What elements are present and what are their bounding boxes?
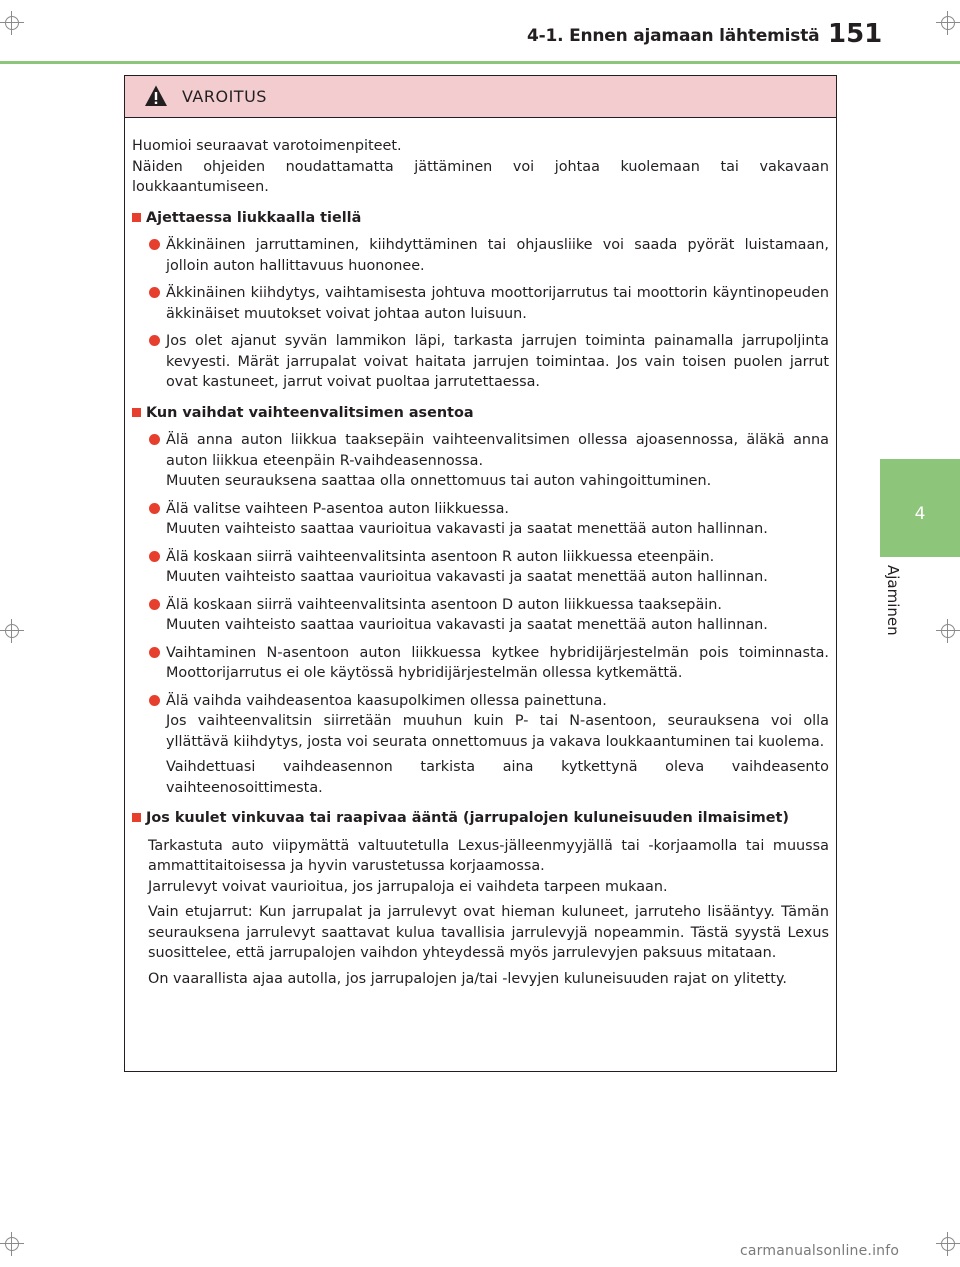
crop-mark-mid-left <box>0 619 24 643</box>
chapter-label-text: Ajaminen <box>884 565 902 636</box>
bullet-text: Älä valitse vaihteen P-asentoa auton liikkuessa. Muuten vaihteisto saattaa vaurioitua vakavasti ja saatat menettää auton hallinnan. <box>166 500 768 537</box>
bullet-text: Jos olet ajanut syvän lammikon läpi, tarkasta jarrujen toiminta painamalla jarrupoljinta kevyesti. Märät jarrupalat voivat haitata jarrujen toimintaa. Jos vain toisen puolen jarrut ovat kastuneet, jarrut voivat puoltaa jarrutettaessa. <box>166 333 829 390</box>
bullet-text: Älä vaihda vaihdeasentoa kaasupolkimen ollessa painettuna. Jos vaihteenvalitsin siirretään muuhun kuin P- tai N-asentoon, seurauksena voi olla yllättävä kiihdytys, josta voi seurata onnettomuus ja vakava loukkaantuminen tai kuolema. <box>166 692 829 750</box>
bullet-item <box>132 331 829 393</box>
section-heading-text: Kun vaihdat vaihteenvalitsimen asentoa <box>146 404 474 421</box>
warning-header <box>125 76 836 118</box>
section-paragraph: Tarkastuta auto viipymättä valtuutetulla Lexus-jälleenmyyjällä tai -korjaamolla tai muussa ammattitaitoisessa ja hyvin varustetussa korjaamossa. Jarrulevyt voivat vaurioitua, jos jarrupaloja ei vaihdeta tarpeen mukaan. <box>148 837 829 895</box>
section-body <box>132 836 829 990</box>
warning-intro-line: Huomioi seuraavat varotoimenpiteet. <box>132 138 402 154</box>
bullet-item <box>132 283 829 324</box>
bullet-item <box>132 430 829 492</box>
watermark: carmanualsonline.info <box>740 1243 900 1259</box>
round-bullet-icon <box>149 551 160 562</box>
warning-section <box>132 808 829 989</box>
warning-section <box>132 403 829 799</box>
warning-triangle-icon <box>144 84 168 108</box>
bullet-text: Äkkinäinen kiihdytys, vaihtamisesta johtuva moottorijarrutus tai moottorin käyntinopeuden äkkinäiset muutokset voivat johtaa auton luisuun. <box>166 285 829 322</box>
section-paragraph: Vain etujarrut: Kun jarrupalat ja jarrulevyt ovat hieman kuluneet, jarruteho lisääntyy. Tämän seurauksena jarrulevyt saattavat kulua tavallisia jarrulevyjä nopeammin. Tästä syystä Lexus suosittelee, että jarrupalojen vaihdon yhteydessä myös jarrulevyjen paksuus mitataan. <box>148 904 829 961</box>
bullet-text: Älä koskaan siirrä vaihteenvalitsinta asentoon D auton liikkuessa taaksepäin. Muuten vaihteisto saattaa vaurioitua vakavasti ja saatat menettää auton hallinnan. <box>166 596 768 633</box>
section-heading <box>132 403 829 424</box>
bullet-text: Vaihtaminen N-asentoon auton liikkuessa kytkee hybridijärjestelmän pois toiminnasta. Moottorijarrutus ei ole käytössä hybridijärjestelmän ollessa kytkemättä. <box>166 644 829 681</box>
bullet-item <box>132 643 829 684</box>
round-bullet-icon <box>149 647 160 658</box>
warning-content <box>132 136 829 989</box>
chapter-label <box>884 565 919 655</box>
bullet-item <box>132 547 829 588</box>
bullet-item <box>132 499 829 540</box>
warning-intro-line: Näiden ohjeiden noudattamatta jättäminen voi johtaa kuolemaan tai vakavaan loukkaantumiseen. <box>132 158 829 195</box>
bullet-item <box>132 235 829 276</box>
round-bullet-icon <box>149 503 160 514</box>
section-heading-text: Jos kuulet vinkuvaa tai raapivaa ääntä (jarrupalojen kuluneisuuden ilmaisimet) <box>146 810 789 826</box>
section-heading <box>132 208 829 229</box>
bullet-text: Vaihdettuasi vaihdeasennon tarkista aina kytkettynä oleva vaihdeasento vaihteenosoittimesta. <box>166 759 829 796</box>
section-paragraph: On vaarallista ajaa autolla, jos jarrupalojen ja/tai -levyjen kuluneisuuden rajat on ylitetty. <box>148 970 787 987</box>
section-heading-text: Ajettaessa liukkaalla tiellä <box>146 209 362 226</box>
round-bullet-icon <box>149 695 160 706</box>
round-bullet-icon <box>149 287 160 298</box>
round-bullet-icon <box>149 434 160 445</box>
round-bullet-icon <box>149 599 160 610</box>
crop-mark-bottom-left <box>0 1232 24 1256</box>
warning-section <box>132 208 829 393</box>
chapter-number: 4 <box>914 504 926 524</box>
warning-title: VAROITUS <box>182 87 267 106</box>
bullet-text: Älä anna auton liikkua taaksepäin vaihteenvalitsimen ollessa ajoasennossa, äläkä anna auton liikkua eteenpäin R-vaihdeasennossa. Muuten seurauksena saattaa olla onnettomuus tai auton vahingoittuminen. <box>166 432 829 489</box>
square-bullet-icon <box>132 213 141 222</box>
header-rule <box>0 61 960 64</box>
square-bullet-icon <box>132 408 141 417</box>
round-bullet-icon <box>149 335 160 346</box>
crop-mark-top-left <box>0 11 24 35</box>
warning-intro <box>132 136 829 198</box>
crop-mark-top-right <box>936 11 960 35</box>
square-bullet-icon <box>132 813 141 822</box>
section-heading <box>132 808 829 829</box>
crop-mark-bottom-right <box>936 1232 960 1256</box>
crop-mark-mid-right <box>936 619 960 643</box>
bullet-text: Äkkinäinen jarruttaminen, kiihdyttäminen tai ohjausliike voi saada pyörät luistamaan, jolloin auton hallittavuus huononee. <box>166 237 829 274</box>
bullet-text: Älä koskaan siirrä vaihteenvalitsinta asentoon R auton liikkuessa eteenpäin. Muuten vaihteisto saattaa vaurioitua vakavasti ja saatat menettää auton hallinnan. <box>166 548 768 585</box>
round-bullet-icon <box>149 239 160 250</box>
chapter-tab <box>880 459 960 557</box>
section-title: 4-1. Ennen ajamaan lähtemistä <box>527 26 820 46</box>
warning-box <box>124 75 837 1072</box>
page-number: 151 <box>828 19 883 49</box>
bullet-item <box>132 595 829 636</box>
bullet-item <box>132 691 829 799</box>
